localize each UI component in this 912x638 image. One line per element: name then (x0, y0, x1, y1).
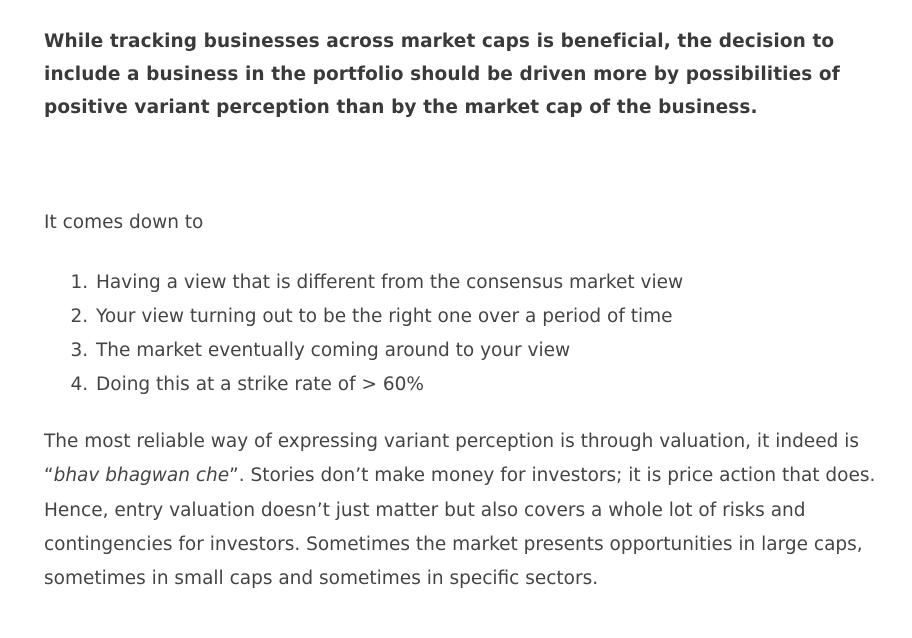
valuation-paragraph (44, 425, 896, 596)
paragraph-text-end: ”. Stories don’t make money for investors; it is price action that does. Hence, entry valuation doesn’t just matter but also covers a whole lot of risks and contingencies for investors. Sometimes the market presents opportunities in large caps, sometimes in small caps and sometimes in specific sectors. (44, 465, 876, 590)
list-item: 3. The market eventually coming around to your view (94, 334, 683, 368)
list-item: 2. Your view turning out to be the right one over a period of time (94, 300, 683, 334)
numbered-list (70, 266, 683, 402)
paragraph-text-start: The most reliable way of expressing variant perception is through valuation, it indeed is “ (44, 431, 859, 487)
lead-paragraph: While tracking businesses across market caps is beneficial, the decision to include a business in the portfolio should be driven more by possibilities of positive variant perception than by the market cap of the business. (44, 31, 840, 118)
intro-text: It comes down to (44, 212, 204, 233)
list-item: 4. Doing this at a strike rate of > 60% (94, 368, 683, 402)
list-item: 1. Having a view that is different from the consensus market view (94, 266, 683, 300)
quoted-phrase: bhav bhagwan che (53, 465, 230, 487)
